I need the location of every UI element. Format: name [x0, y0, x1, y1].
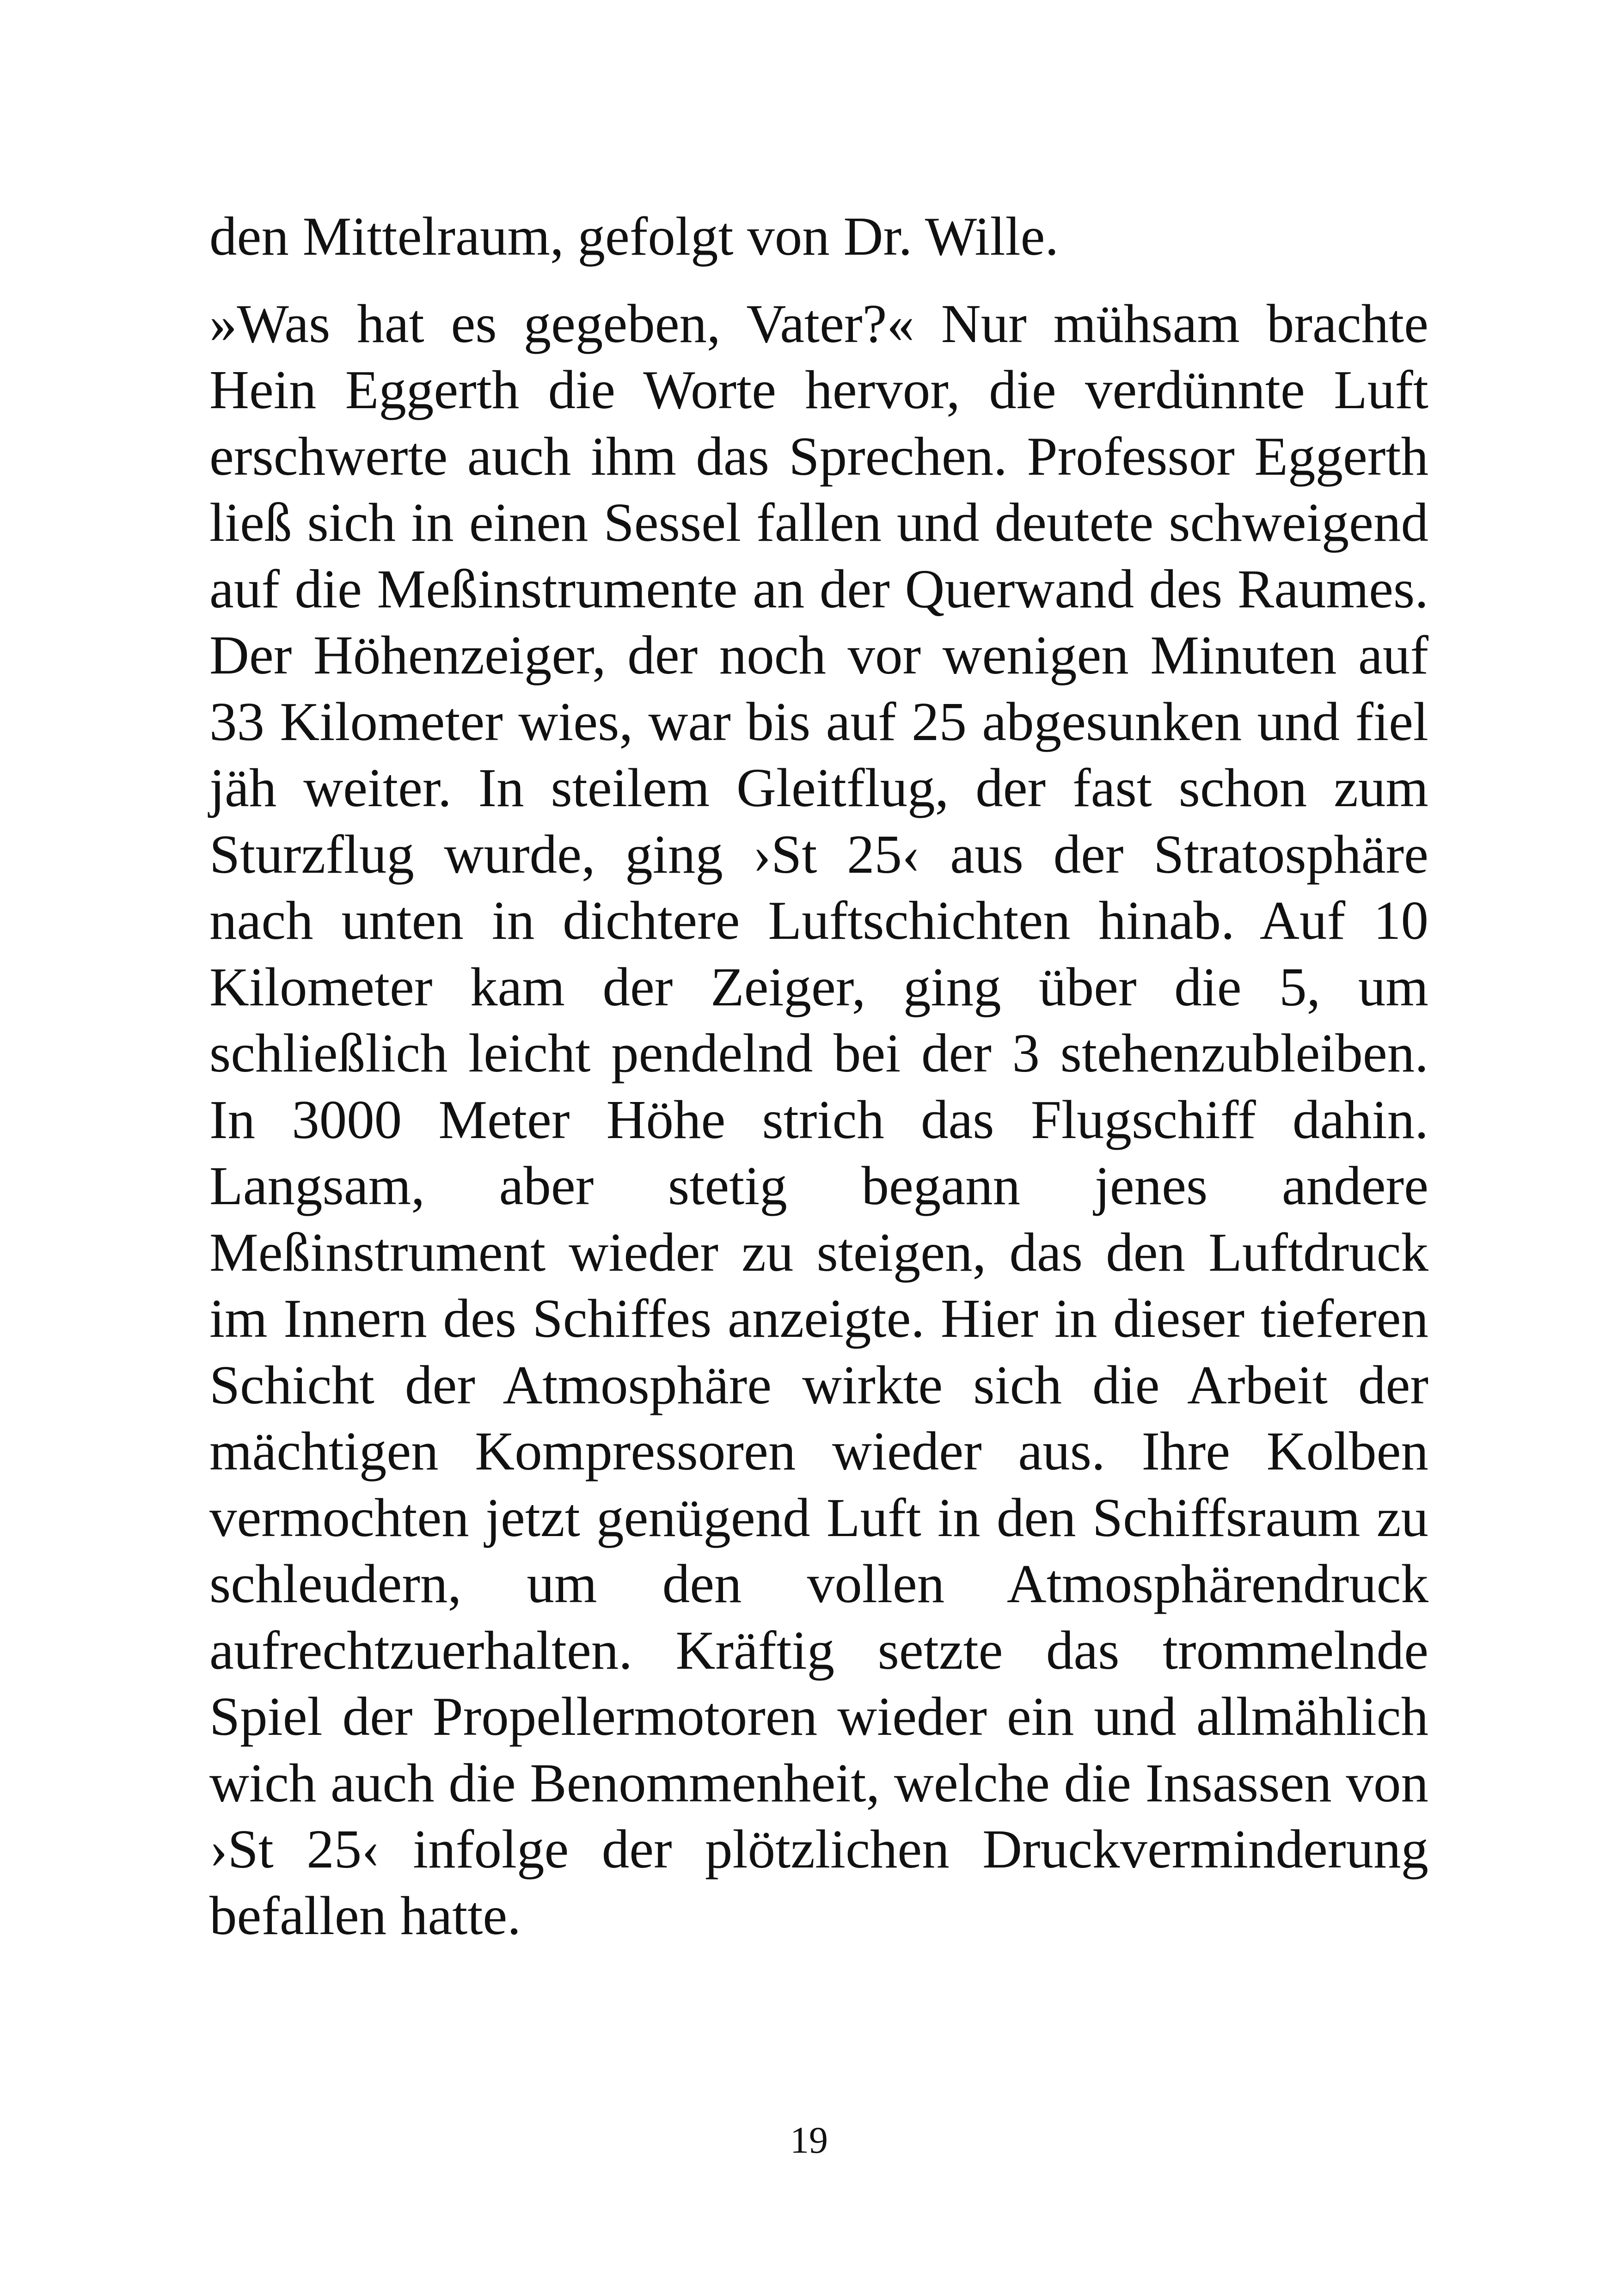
paragraph-main: »Was hat es gegeben, Vater?« Nur mühsam brachte Hein Eggerth die Worte hervor, die verdünnte Luft erschwerte auch ihm das Sprechen. Professor Eggerth ließ sich in einen Sessel fallen und deutete schweigend auf die Meßinstrumente an der Querwand des Raumes. Der Höhenzeiger, der noch vor wenigen Minuten auf 33 Kilometer wies, war bis auf 25 abgesunken und fiel jäh weiter. In steilem Gleitflug, der fast schon zum Sturzflug wurde, ging ›St 25‹ aus der Stratosphäre nach unten in dichtere Luftschichten hinab. Auf 10 Kilometer kam der Zeiger, ging über die 5, um schließlich leicht pendelnd bei der 3 stehenzubleiben. In 3000 Meter Höhe strich das Flugschiff dahin. Langsam, aber stetig begann jenes andere Meßinstrument wieder zu steigen, das den Luftdruck im Innern des Schiffes anzeigte. Hier in dieser tieferen Schicht der Atmosphäre wirkte sich die Arbeit der mächtigen Kompressoren wieder aus. Ihre Kolben vermochten jetzt genügend Luft in den Schiffsraum zu schleudern, um den vollen Atmosphärendruck aufrechtzuerhalten. Kräftig setzte das trommelnde Spiel der Propellermotoren wieder ein und allmählich wich auch die Benommenheit, welche die Insassen von ›St 25‹ infolge der plötzlichen Druckverminderung befallen hatte. [209, 293, 1428, 1946]
page-body [209, 203, 1428, 1949]
page-number: 19 [790, 2119, 828, 2161]
paragraph-continuation: den Mittelraum, gefolgt von Dr. Wille. [209, 206, 1059, 267]
